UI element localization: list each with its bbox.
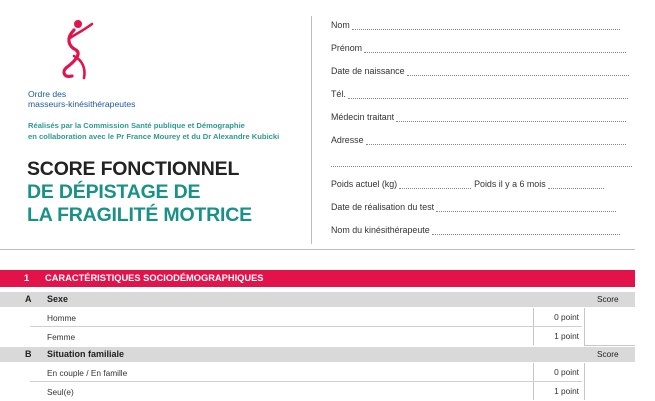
- option-label: Homme: [47, 313, 77, 323]
- kine-blank[interactable]: [432, 226, 620, 235]
- prenom-blank[interactable]: [364, 44, 626, 53]
- horizontal-divider: [0, 249, 635, 250]
- option-label: Seul(e): [47, 387, 74, 397]
- title-line3: LA FRAGILITÉ MOTRICE: [27, 204, 252, 226]
- nom-field[interactable]: [331, 20, 620, 30]
- title-line2: DE DÉPISTAGE DE: [27, 181, 201, 203]
- subsection-b-letter: B: [25, 349, 32, 359]
- poids-6mois-label: Poids il y a 6 mois: [474, 179, 546, 189]
- logo-figure-head: [74, 20, 82, 28]
- naissance-label: Date de naissance: [331, 66, 405, 76]
- adresse-line2-field[interactable]: [331, 158, 632, 167]
- adresse-field[interactable]: [331, 135, 626, 145]
- poids-actuel-blank[interactable]: [399, 180, 471, 189]
- option-points: 1 point: [533, 382, 581, 400]
- subsection-b-header: [0, 347, 635, 362]
- subsection-a-label: Sexe: [47, 294, 69, 304]
- date-test-label: Date de réalisation du test: [331, 202, 435, 212]
- option-points: 0 point: [533, 363, 581, 381]
- credit-line1: Réalisés par la Commission Santé publique et Démographie: [28, 121, 245, 130]
- subsection-a-score-label: Score: [597, 294, 619, 304]
- tel-blank[interactable]: [348, 90, 628, 99]
- date-test-field[interactable]: [331, 202, 616, 212]
- table-row[interactable]: [0, 308, 635, 327]
- table-row[interactable]: [0, 382, 635, 401]
- org-name: [28, 89, 135, 109]
- poids-6mois-blank[interactable]: [548, 180, 604, 189]
- nom-label: Nom: [331, 20, 350, 30]
- naissance-field[interactable]: [331, 66, 629, 76]
- poids-actuel-label: Poids actuel (kg): [331, 179, 398, 189]
- medecin-label: Médecin traitant: [331, 112, 395, 122]
- adresse-label: Adresse: [331, 135, 364, 145]
- section-1-label: CARACTÉRISTIQUES SOCIODÉMOGRAPHIQUES: [45, 273, 264, 283]
- org-name-line1: Ordre des: [28, 89, 67, 99]
- title-line1: SCORE FONCTIONNEL: [27, 158, 240, 180]
- adresse-line2-blank[interactable]: [331, 158, 632, 167]
- kine-field[interactable]: [331, 225, 620, 235]
- poids-field[interactable]: [331, 179, 604, 189]
- option-points: 0 point: [533, 308, 581, 326]
- medecin-blank[interactable]: [396, 113, 626, 122]
- section-1-number: 1: [24, 273, 30, 283]
- option-points: 1 point: [533, 327, 581, 345]
- table-row[interactable]: [0, 363, 635, 382]
- table-row[interactable]: [0, 327, 635, 346]
- kine-label: Nom du kinésithérapeute: [331, 225, 430, 235]
- org-name-line2: masseurs-kinésithérapeutes: [28, 99, 136, 109]
- section-1-header: [0, 270, 635, 287]
- prenom-label: Prénom: [331, 43, 363, 53]
- ordre-logo: [44, 16, 104, 86]
- credit-text: [28, 121, 279, 142]
- prenom-field[interactable]: [331, 43, 626, 53]
- subsection-b-label: Situation familiale: [47, 349, 125, 359]
- naissance-blank[interactable]: [407, 67, 629, 76]
- option-label: En couple / En famille: [47, 368, 128, 378]
- tel-label: Tél.: [331, 89, 346, 99]
- score-box-b[interactable]: [584, 363, 635, 400]
- tel-field[interactable]: [331, 89, 628, 99]
- option-label: Femme: [47, 332, 76, 342]
- medecin-field[interactable]: [331, 112, 626, 122]
- document-title: [27, 158, 252, 227]
- date-test-blank[interactable]: [436, 203, 616, 212]
- subsection-b-score-label: Score: [597, 349, 619, 359]
- subsection-a-header: [0, 292, 635, 307]
- score-box-a[interactable]: [584, 308, 635, 346]
- subsection-a-letter: A: [25, 294, 32, 304]
- adresse-blank[interactable]: [366, 136, 626, 145]
- nom-blank[interactable]: [352, 21, 620, 30]
- vertical-divider: [311, 16, 312, 244]
- credit-line2: en collaboration avec le Pr France Mourey et du Dr Alexandre Kubicki: [28, 131, 280, 141]
